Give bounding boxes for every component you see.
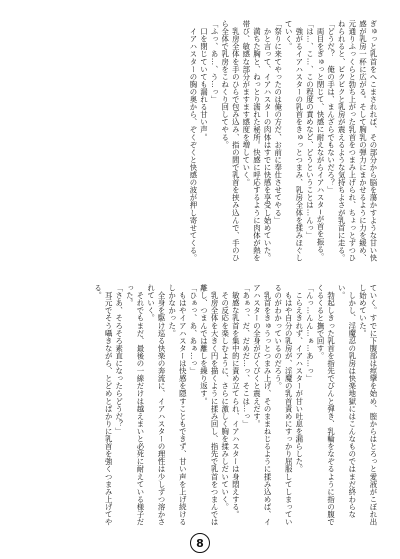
text-block-lower: ていく。すでに下腹部は痙攣を始め、膣からはとろっと愛液がこぼれ出し始めていた。 しかし、淫魔忍の乳房は快楽地獄にはこんなものではまだ終わらない。 勃起しきった乳首を指先でぴんと弾き、乳輪をなぞるように指の腹でくるくると撫で回す。 「んっ…んん…ぁ…あ…っ」 こらえきれず、イアハスターが甘い吐息を漏らした。 もはや自分の乳房が、淫魔の乳首責めにすっかり屈服してしまっているのがわかっているのだろう。 乳首をきゅうっとつまみ上げ、そのままねじるように揉み込めば、イアハスターの全身がびくびくと震えだす。 「あぁっ、だ、だめだ…っ、そこは…っ」 敏感な乳首を集中的に責め立てられ、イアハスターは身悶えする。 その反応を楽しむように、さらに激しく胸を揉みしだいていく。 乳房全体を大きく円を描くように揉み回し、指先で乳首をつまんでは離し、つまんでは離しを繰り返す。 「ひぁっ、あ、あぁ…っ」 もはやイアハスターは快感を隠すこともできず、甘い声を上げ続けるしかなかった。 全身を駆け巡る快楽の奔流に、イアハスターの理性は少しずつ溶かされていく。 それでもまだ、最後の一線だけは越えまいと必死に耐えている様子だった。 「さあ、そろそろ素直になったらどうだ？」 耳元でそう囁きながら、とどめとばかりに乳首を強くつまみ上げてやる。 [93, 284, 378, 526]
page-number-badge: 8 [190, 533, 210, 553]
text-block-upper: ぎゅっと乳首をへこまされれば、その部分から脳を蕩かすような甘い快感が乳房一杯に広がる。そして胸乳の弾力にまかせるように力を緩め、元通りふっくらと勃ち上がった乳首をつまみ上げられ、ちょっとずつひねられると、ビクビクと乳房が震えるような気持ちよさが乳首に走る。 「どうだ？ 俺の手は、まんざらでもないだろ？」 両目をぎゅっと閉じて、快感に耐えながらイアハスタ−が首を振る。 「は…、こ…、この程度の責めなど、どうということは…んっ」 強がるイアハスターの乳首をきゅっとつまみ、乳房全体を揉みほぐしていく。 「祭りに来てやったのは俺の方だ、お前に奉仕させてやる」 かと言って、イアハスターの肉体はすでに快感を享受し始めていた。 満ちた胸と、ねっとり濡れた秘所。快感に呼応するように肉体が熱を帯び、敏感な部分がますます感度を増していく。 乳房全体を手のひらで包み込み、指の間で乳首を挟み込んで、手のひら全体で乳房をこねくり回してやる。 「ふっ、あ…、う…っ」 口を閉じていても漏れる甘い声。 イアハスターの胸の奥から、ぞくぞくと快感の波が押し寄せてくる。 [188, 20, 378, 262]
